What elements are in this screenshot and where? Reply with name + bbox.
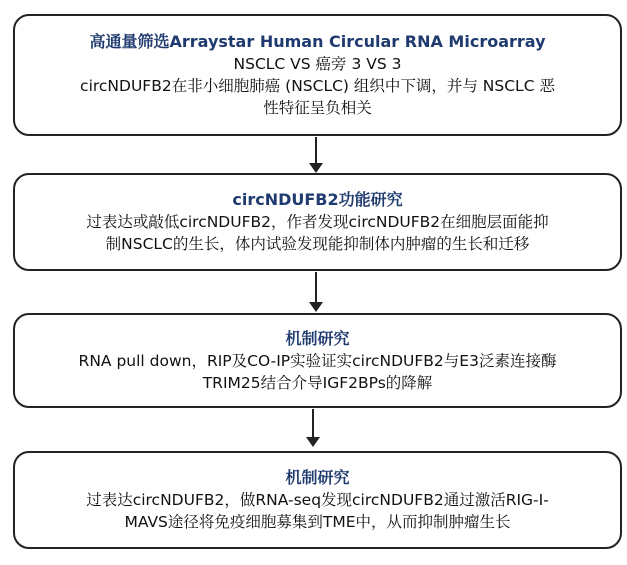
step-text-line: TRIM25结合介导IGF2BPs的降解 bbox=[202, 373, 433, 392]
step-text-line: RNA pull down，RIP及CO-IP实验证实circNDUFB2与E3泛素连接酶 bbox=[78, 351, 557, 370]
flow-arrow bbox=[309, 137, 323, 173]
step-title: 高通量筛选Arraystar Human Circular RNA Microarray bbox=[89, 32, 546, 51]
step-box-mechanism-1 bbox=[13, 313, 622, 408]
step-title: 机制研究 bbox=[285, 328, 350, 348]
step-text-line: 性特征呈负相关 bbox=[263, 99, 372, 117]
step-text-line: 过表达circNDUFB2，做RNA-seq发现circNDUFB2通过激活RIG-I- bbox=[86, 491, 549, 509]
step-text-line: 制NSCLC的生长，体内试验发现能抑制体内肿瘤的生长和迁移 bbox=[105, 235, 530, 253]
flow-arrow bbox=[309, 272, 323, 312]
step-box-mechanism-2 bbox=[13, 451, 622, 549]
step-title: 机制研究 bbox=[285, 468, 350, 487]
step-text-line: NSCLC VS 癌旁 3 VS 3 bbox=[233, 55, 402, 73]
step-text-line: circNDUFB2在非小细胞肺癌 (NSCLC) 组织中下调，并与 NSCLC 恶 bbox=[80, 77, 555, 95]
step-text-line: 过表达或敲低circNDUFB2，作者发现circNDUFB2在细胞层面能抑 bbox=[86, 213, 549, 231]
step-text-line: MAVS途径将免疫细胞募集到TME中，从而抑制肿瘤生长 bbox=[124, 513, 511, 531]
step-box-function bbox=[13, 173, 622, 271]
flow-arrow bbox=[306, 409, 320, 447]
step-title: circNDUFB2功能研究 bbox=[232, 190, 403, 209]
step-box-screening bbox=[13, 14, 622, 136]
